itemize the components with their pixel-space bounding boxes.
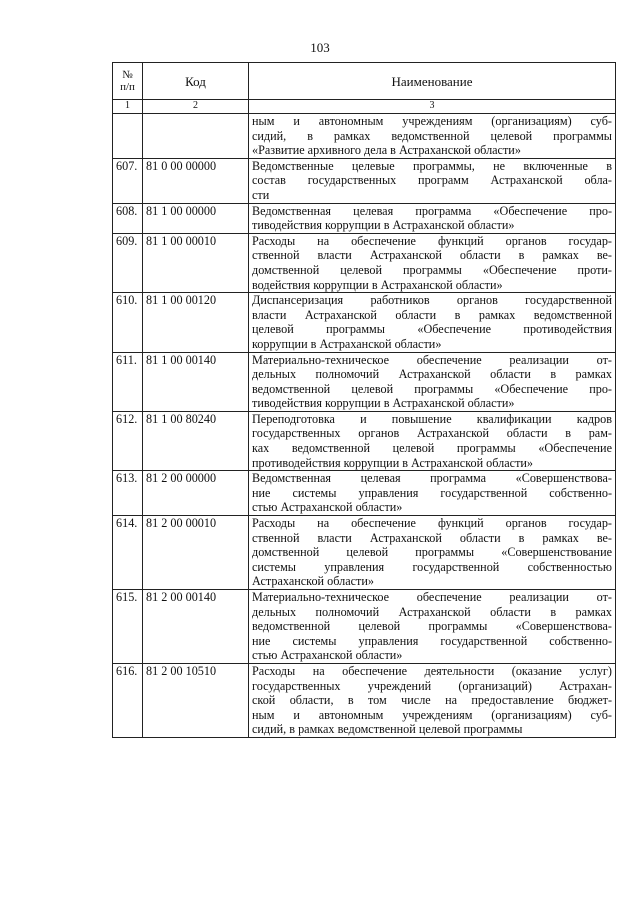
row-name-line: ние системы управления государственной собственно- xyxy=(252,633,612,648)
table-row xyxy=(113,411,616,470)
row-number: 611. xyxy=(113,352,143,411)
row-code: 81 0 00 00000 xyxy=(143,158,249,203)
row-name-line: Ведомственная целевая программа «Обеспечение про- xyxy=(252,203,612,218)
row-name xyxy=(249,471,616,516)
table-row xyxy=(113,663,616,737)
row-code: 81 1 00 00120 xyxy=(143,293,249,352)
row-name-line: ведомственной целевой программы «Совершенствова- xyxy=(252,619,612,634)
table-row xyxy=(113,590,616,664)
column-number: 1 xyxy=(113,100,143,114)
row-name-line: Диспансеризация работников органов государственной xyxy=(252,293,612,308)
row-name xyxy=(249,293,616,352)
column-numbers-row xyxy=(113,100,616,114)
row-name-line: сти xyxy=(252,187,270,202)
table-row xyxy=(113,114,616,159)
row-name-line: Астраханской области» xyxy=(252,574,374,589)
row-number xyxy=(113,114,143,159)
row-name xyxy=(249,411,616,470)
row-name-line: Расходы на обеспечение функций органов государ- xyxy=(252,233,612,248)
row-name xyxy=(249,516,616,590)
row-name-line: ведомственной целевой программы «Обеспечение про- xyxy=(252,381,612,396)
row-name-line: водействия коррупции в Астраханской области» xyxy=(252,277,503,292)
table-row xyxy=(113,293,616,352)
row-code: 81 1 00 00140 xyxy=(143,352,249,411)
row-name-line: Переподготовка и повышение квалификации кадров xyxy=(252,411,612,426)
row-name xyxy=(249,663,616,737)
page-number: 103 xyxy=(310,40,330,55)
row-name-line: государственных учреждений (организаций) Астрахан- xyxy=(252,678,612,693)
header-num xyxy=(113,63,143,100)
table-row xyxy=(113,203,616,233)
row-name-line: целевой программы «Обеспечение противодействия xyxy=(252,322,612,337)
row-name xyxy=(249,233,616,292)
row-name-line: ках ведомственной целевой программы «Обеспечение xyxy=(252,441,612,456)
row-name-line: «Развитие архивного дела в Астраханской области» xyxy=(252,143,521,158)
row-number: 614. xyxy=(113,516,143,590)
row-number: 609. xyxy=(113,233,143,292)
table-row xyxy=(113,158,616,203)
row-name-line: ным и автономным учреждениям (организациям) суб- xyxy=(252,707,612,722)
row-name-line: системы управления государственной собственностью xyxy=(252,559,612,574)
table-row xyxy=(113,233,616,292)
row-name-line: государственных органов Астраханской области в рам- xyxy=(252,426,612,441)
row-name-line: состав государственных программ Астраханской обла- xyxy=(252,173,612,188)
row-number: 612. xyxy=(113,411,143,470)
row-name-line: домственной целевой программы «Обеспечение проти- xyxy=(252,262,612,277)
row-name-line: противодействия коррупции в Астраханской области» xyxy=(252,455,534,470)
column-number: 2 xyxy=(143,100,249,114)
row-name-line: сидий, в рамках ведомственной целевой программы xyxy=(252,722,523,737)
row-name-line: ственной власти Астраханской области в рамках ве- xyxy=(252,530,612,545)
row-name xyxy=(249,590,616,664)
row-number: 613. xyxy=(113,471,143,516)
row-name-line: Материально-техническое обеспечение реализации от- xyxy=(252,352,612,367)
row-name-line: тиводействия коррупции в Астраханской области» xyxy=(252,218,515,233)
row-name-line: сидий, в рамках ведомственной целевой программы xyxy=(252,128,612,143)
row-name-line: дельных полномочий Астраханской области в рамках xyxy=(252,604,612,619)
row-number: 607. xyxy=(113,158,143,203)
row-name-line: Расходы на обеспечение функций органов государ- xyxy=(252,516,612,531)
row-name-line: Ведомственные целевые программы, не включенные в xyxy=(252,158,612,173)
row-name-line: тиводействия коррупции в Астраханской области» xyxy=(252,396,515,411)
row-code: 81 2 00 10510 xyxy=(143,663,249,737)
table-body xyxy=(113,114,616,738)
header-name: Наименование xyxy=(249,63,616,100)
row-name-line: ственной власти Астраханской области в рамках ве- xyxy=(252,248,612,263)
row-number: 615. xyxy=(113,590,143,664)
row-name-line: Расходы на обеспечение деятельности (оказание услуг) xyxy=(252,663,612,678)
row-code: 81 1 00 00010 xyxy=(143,233,249,292)
row-code: 81 2 00 00010 xyxy=(143,516,249,590)
row-code: 81 2 00 00000 xyxy=(143,471,249,516)
row-name-line: коррупции в Астраханской области» xyxy=(252,336,442,351)
row-number: 616. xyxy=(113,663,143,737)
budget-classification-table xyxy=(112,62,616,738)
column-number: 3 xyxy=(249,100,616,114)
row-name-line: ской области, в том числе на предоставление бюджет- xyxy=(252,693,612,708)
header-num-text: № xyxy=(122,69,133,81)
row-name-line: Материально-техническое обеспечение реализации от- xyxy=(252,590,612,604)
row-name-line: власти Астраханской области в рамках ведомственной xyxy=(252,307,612,322)
row-name-line: домственной целевой программы «Совершенствование xyxy=(252,545,612,560)
row-number: 610. xyxy=(113,293,143,352)
row-name xyxy=(249,352,616,411)
row-name xyxy=(249,158,616,203)
table-row xyxy=(113,352,616,411)
row-name xyxy=(249,114,616,159)
row-code: 81 1 00 00000 xyxy=(143,203,249,233)
table-header-row xyxy=(113,63,616,100)
row-code xyxy=(143,114,249,159)
row-code: 81 1 00 80240 xyxy=(143,411,249,470)
row-name-line: ние системы управления государственной собственно- xyxy=(252,485,612,500)
row-name xyxy=(249,203,616,233)
row-name-line: стью Астраханской области» xyxy=(252,648,403,663)
row-name-line: дельных полномочий Астраханской области в рамках xyxy=(252,367,612,382)
header-num-text: п/п xyxy=(120,81,135,93)
table-row xyxy=(113,516,616,590)
row-number: 608. xyxy=(113,203,143,233)
row-name-line: Ведомственная целевая программа «Совершенствова- xyxy=(252,471,612,486)
table-row xyxy=(113,471,616,516)
header-code: Код xyxy=(143,63,249,100)
row-code: 81 2 00 00140 xyxy=(143,590,249,664)
row-name-line: стью Астраханской области» xyxy=(252,500,403,515)
row-name-line: ным и автономным учреждениям (организациям) суб- xyxy=(252,114,612,128)
